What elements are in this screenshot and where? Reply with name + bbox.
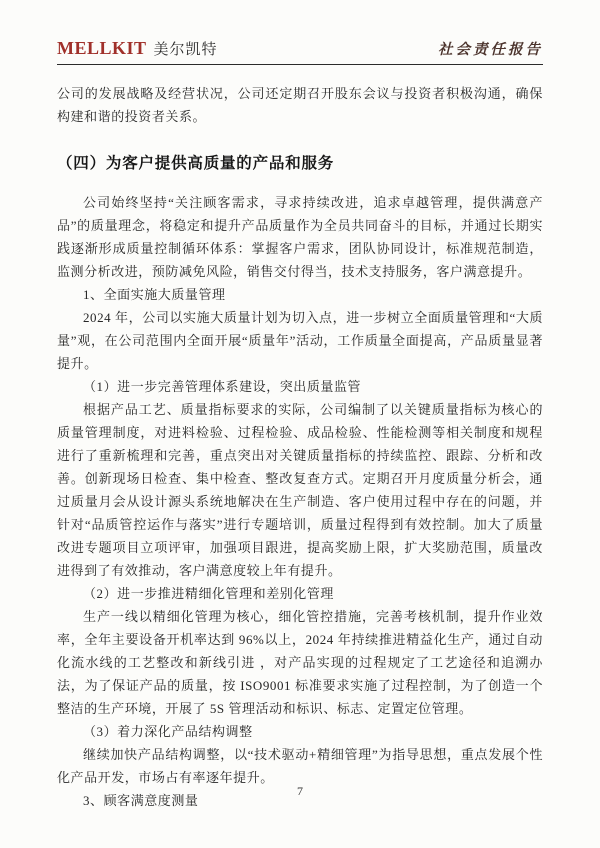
- paragraph-product-structure-detail: 继续加快产品结构调整，以“技术驱动+精细管理”为指导思想，重点发展个性化产品开发，市场占有率逐年提升。: [57, 747, 543, 785]
- page-number: 7: [297, 784, 303, 798]
- paragraph-quality-plan-2024: 2024 年，公司以实施大质量计划为切入点，进一步树立全面质量管理和“大质量”观，在公司范围内全面开展“质量年”活动，工作质量全面提高，产品质量显著提升。: [57, 310, 543, 371]
- page-header: [57, 38, 543, 65]
- section-heading: （四）为客户提供高质量的产品和服务: [57, 155, 335, 172]
- subheading-fine-management: （2）进一步推进精细化管理和差别化管理: [83, 586, 334, 601]
- brand-logo-text: MELLKIT: [57, 38, 147, 58]
- subheading-customer-satisfaction: 3、顾客满意度测量: [83, 793, 199, 808]
- document-body: [57, 82, 543, 812]
- subheading-product-structure: （3）着力深化产品结构调整: [83, 724, 253, 739]
- brand-name-chinese: 美尔凯特: [153, 42, 218, 58]
- subheading-system-building: （1）进一步完善管理体系建设，突出质量监管: [83, 379, 362, 394]
- continued-paragraph: 公司的发展战略及经营状况，公司还定期召开股东会议与投资者积极沟通，确保构建和谐的投资者关系。: [57, 86, 543, 124]
- report-title: 社会责任报告: [438, 42, 543, 58]
- paragraph-system-building-detail: 根据产品工艺、质量指标要求的实际，公司编制了以关键质量指标为核心的质量管理制度，对进料检验、过程检验、成品检验、性能检测等相关制度和规程进行了重新梳理和完善，重点突出对关键质量指标的持续监控、跟踪、分析和改善。创新现场日检查、集中检查、整改复查方式。定期召开月度质量分析会，通过质量月会从设计源头系统地解决在生产制造、客户使用过程中存在的问题，并针对“品质管控运作与落实”进行专题培训，质量过程得到有效控制。加大了质量改进专题项目立项评审，加强项目跟进，提高奖励上限，扩大奖励范围，质量改进得到了有效推动，客户满意度较上年有提升。: [57, 402, 543, 578]
- brand-lockup: [57, 38, 218, 59]
- page-footer: [0, 782, 600, 800]
- paragraph-quality-philosophy: 公司始终坚持“关注顾客需求，寻求持续改进，追求卓越管理，提供满意产品”的质量理念，将稳定和提升产品质量作为全员共同奋斗的目标，并通过长期实践逐渐形成质量控制循环体系：掌握客户需求，团队协同设计，标准规范制造，监测分析改进，预防减免风险，销售交付得当，技术支持服务，客户满意提升。: [57, 195, 543, 279]
- subheading-quality-management: 1、全面实施大质量管理: [83, 287, 226, 302]
- paragraph-fine-management-detail: 生产一线以精细化管理为核心，细化管控措施，完善考核机制，提升作业效率，全年主要设备开机率达到 96%以上，2024 年持续推进精益化生产，通过自动化流水线的工艺整改和新线引进 ，对产品实现的过程规定了工艺途径和追溯办法，为了保证产品的质量，按 ISO9001 标准要求实施了过程控制，为了创造一个整洁的生产环境，开展了 5S 管理活动和标识、标志、定置定位管理。: [57, 609, 543, 716]
